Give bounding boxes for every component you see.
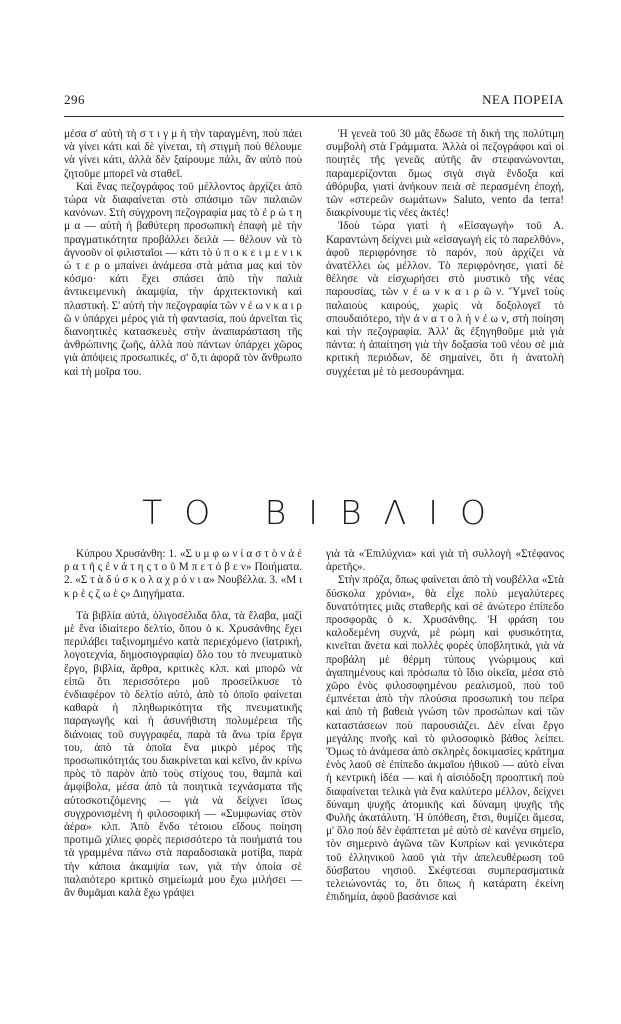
journal-title: ΝΕΑ ΠΟΡΕΙΑ	[482, 92, 564, 107]
paragraph: Καὶ ἕνας πεζογράφος τοῦ μέλλοντος ἀρχίζει ἀπὸ τώρα νὰ διαφαίνεται στὸ σπάσιμο τῶν παλαιῶν κανόνων. Στὴ σύγχρονη πεζογραφία μας τὸ ἐ ρ ὠ τ η μ α — αὐτὴ ἡ βαθύτερη προσωπικὴ ἐπαφὴ μὲ τὴν πραγματικότητα προβάλλει δειλὰ — θέλουν νὰ τὸ ἀγνοοῦν οἱ φιλισταῖοι — κάτι τὸ ὑ π ο κ ε ι μ ε ν ι κ ώ τ ε ρ ο μπαίνει ἀνάμεσα στὰ μάτια μας καὶ τὸν κόσμο· κάτι ἔχει σπάσει ἀπὸ τὴν παλιὰ ἀντικειμενικὴ ἀκαμψία, τὴν ἀρχιτεκτονικὴ καὶ πλαστική. Σ' αὐτὴ τὴν πεζογραφία τῶν ν έ ω ν κ α ι ρ ῶ ν ὑπάρχει μέρος γιὰ τὴ φαντασία, ποὺ ἀρνεῖται τὶς διανοητικὲς κατασκευὲς στὴν ἀναπαράσταση τῆς ἀνθρώπινης ζωῆς, ἀλλὰ ποὺ πάντων ὑπάρχει χῶρος γιὰ ἀπόψεις προσωπικές, σ' ὅ,τι ἀφορᾶ τὸν ἄνθρωπο καὶ τὴ μοῖρα του.	[64, 180, 302, 378]
section-title: ΤΟ ΒΙΒΛΙΟ	[142, 493, 508, 532]
column-right-bottom	[326, 548, 564, 904]
paragraph: Στὴν πρόζα, ὅπως φαίνεται ἀπὸ τὴ νουβέλλα «Στὰ δύσκολα χρόνια», θὰ εἶχε πολὺ μεγαλύτερες δυνατότητες μιᾶς σταθερῆς καὶ σὲ ἀνώτερο ἐπίπεδο προσφορᾶς ὁ κ. Χρυσάνθης. Ἡ φράση του καλοδεμένη συχνά, μὲ ρώμη καὶ φυσικότητα, κινεῖται ἄνετα καὶ πολλὲς φορὲς ὑποβλητικά, γιὰ νὰ προβάλη μὲ θέρμη τύπους γνώριμους καὶ ἀγαπημένους καὶ πρόσωπα τὸ ἴδιο οἰκεῖα, μέσα στὸ χῶρο ἑνὸς φιλοσοφημένου ρεαλισμοῦ, ποὺ τοῦ ἐμπνέεται ἀπὸ τὴν πλούσια προσωπικὴ του πεῖρα καὶ ἀπὸ τὴ βαθειὰ γνώση τῶν προσώπων καὶ τῶν καταστάσεων ποὺ παρουσιάζει. Δὲν εἶναι ἔργο μεγάλης πνοῆς καὶ τὸ φιλοσοφικὸ βάθος λείπει. Ὅμως τὸ ἀνάμεσα ἀπὸ σκληρὲς δοκιμασίες κράτημα ἑνὸς λαοῦ σὲ ἐπίπεδο ἀκμαῖου ἠθικοῦ — αὐτὸ εἶναι ἡ κεντρικὴ ἰδέα — καὶ ἡ αἰσιόδοξη προοπτικὴ ποὺ διαφαίνεται τελικὰ γιὰ ἕνα καλύτερο μέλλον, δείχνει δύναμη ψυχῆς ἀτομικῆς καὶ δύναμη ψυχῆς τῆς Φυλῆς ἀκατάλυτη. Ἡ ὑπόθεση, ἔτσι, θυμίζει ἄμεσα, μ' ὅλο ποὺ δὲν ἐφάπτεται μὲ αὐτὸ σὲ κανένα σημεῖο, τὸν σημερινὸ ἀγῶνα τῶν Κυπρίων καὶ γενικότερα τοῦ ἑλληνικοῦ λαοῦ γιὰ τὴν ἀπελευθέρωση τοῦ δύσβατου νησιοῦ. Σκέφτεσαι συμπερασματικὰ τελειώνοντάς το, ὅτι ὅπως ἡ κατάρατη ἐκείνη ἐπιδημία, ἀφοῦ βασάνισε καὶ	[326, 574, 564, 904]
column-right-top	[326, 128, 564, 379]
paragraph: γιὰ τὰ «Ἐπιλύχνια» καὶ γιὰ τὴ συλλογὴ «Στέφανος ἀρετῆς».	[326, 548, 564, 574]
paragraph: Ἡ γενεὰ τοῦ 30 μᾶς ἔδωσε τὴ δική της πολύτιμη συμβολὴ στὰ Γράμματα. Ἀλλὰ οἱ πεζογράφοι καὶ οἱ ποιητὲς τῆς γενεᾶς αὐτῆς ἂν στεφανώνονται, παραμερίζονται ὅμως σιγὰ σιγὰ ἔνδοξα καὶ ἀθόρυβα, γιατὶ ἀνήκουν πειὰ σὲ περασμένη ἐποχή, τῶν «στερεῶν σωμάτων» Saluto, vento da terra! διακρίνουμε τὶς νέες ἀκτές!	[326, 128, 564, 220]
header-rule	[64, 116, 564, 117]
book-citation: Κύπρου Χρυσάνθη: 1. «Σ υ μ φ ω ν ί α σ τ ὸ ν ἀ έ ρ α τ ῆ ς ἐ ν ά τ η ς τ ο ῦ Μ π ε τ ό β ε ν» Ποιήματα. 2. «Σ τ ὰ δ ύ σ κ ο λ α χ ρ ό ν ι α» Νουβέλλα. 3. «Μ ι κ ρ ὲ ς ζ ω ὲ ς» Διηγήματα.	[64, 548, 302, 600]
column-left-bottom	[64, 548, 302, 900]
paragraph: μέσα σ' αὐτὴ τὴ σ τ ι γ μ ὴ τὴν ταραγμένη, ποὺ πάει νὰ γίνει κάτι καὶ δὲ γίνεται, τὴ στιγμὴ ποὺ θέλουμε νὰ γίνει κάτι, ἀλλὰ δὲν ξαίρουμε πάλι, ἂν αὐτὸ ποὺ ζητοῦμε μπορεῖ νὰ σταθεῖ.	[64, 128, 302, 180]
paragraph: Ἰδοὺ τώρα γιατὶ ἡ «Εἰσαγωγὴ» τοῦ Α. Καραντώνη δείχνει μιὰ «εἰσαγωγὴ εἰς τὸ παρελθόν», ἀφοῦ περιφρόνησε τὸ παρόν, ποὺ ἀρχίζει νὰ ἀνατέλλει ὡς μέλλον. Τὸ περιφρόνησε, γιατὶ δὲ θέλησε νὰ εἰσχωρήσει στὸ μυστικὸ τῆς νέας παρουσίας, τῶν ν έ ω ν κ α ι ρ ῶ ν. Ὕμνεῖ τοὺς παλαιοὺς καιρούς, χωρὶς νὰ δοξολογεῖ τὸ σπουδαιότερο, τὴν ἀ ν α τ ο λ ὴ ν έ ω ν, στὴ ποίηση καὶ τὴν πεζογραφία. Ἀλλ' ἂς ἐξηγηθοῦμε μιὰ γιὰ πάντα: ἡ ἀπαίτηση γιὰ τὴν δοξασία τοῦ νέου σὲ μιὰ κριτικὴ περιόδων, δὲ σημαίνει, ὅτι ἡ ἀνατολὴ συγχέεται μὲ τὸ μεσουράνημα.	[326, 220, 564, 378]
spacer	[64, 601, 302, 610]
paragraph: Τὰ βιβλία αὐτά, ὀλιγοσέλιδα ὅλα, τὰ ἔλαβα, μαζὶ μὲ ἕνα ἰδιαίτερο δελτίο, ὅπου ὁ κ. Χρυσάνθης ἔχει περιλάβει ταξινομημένο κατὰ περιεχόμενο (ἰατρική, λογοτεχνία, δημοσιογραφία) ὅλο του τὸ πνευματικὸ ἔργο, βιβλία, ἄρθρα, κριτικὲς κλπ. καὶ μπορῶ νὰ εἰπῶ ὅτι περισσότερο μοῦ προσείλκυσε τὸ ἐνδιαφέρον τὸ δελτίο αὐτό, ἀπὸ τὸ ὁποῖο φαίνεται καθαρὰ ἡ πληθωρικότητα τῆς πνευματικῆς παραγωγῆς καὶ ἡ ἀσυνήθιστη πολυμέρεια τῆς διάνοιας τοῦ συγγραφέα, παρὰ τὰ ἄνω τρία ἔργα του, ἀπὸ τὰ ὁποῖα ἕνα μικρὸ μέρος τῆς προσωπικότητάς του διακρίνεται καὶ κεῖνο, ἂν κρίνω πρὸς τὸ παρὸν ἀπὸ τοὺς στίχους του, θαμπὰ καὶ ἀμφίβολα, μέσα ἀπὸ τὰ ποιητικὰ τεχνάσματα τῆς αὐτοσκοτιζόμενης — γιὰ νὰ δείχνει ἴσως συγχρονισμένη ἡ φιλοσοφική — «Συμφωνίας στὸν ἀέρα» κλπ. Ἀπὸ ἕνδο τέτοιου εἴδους ποίηση προτιμῶ χίλιες φορὲς περισσότερο τὰ ποιήματά του τὰ γραμμένα πάνω στὰ παραδοσιακὰ μοτίβα, παρὰ τὴν κάποια ἀκαμψία των, γιὰ τὴν ὁποία σὲ παλαιότερο κριτικὸ σημείωμά μου ἔχω μιλήσει — ἂν θυμᾶμαι καλὰ ἔχω γράψει	[64, 609, 302, 900]
column-left-top	[64, 128, 302, 379]
running-head	[64, 92, 564, 112]
page-number: 296	[64, 92, 85, 107]
